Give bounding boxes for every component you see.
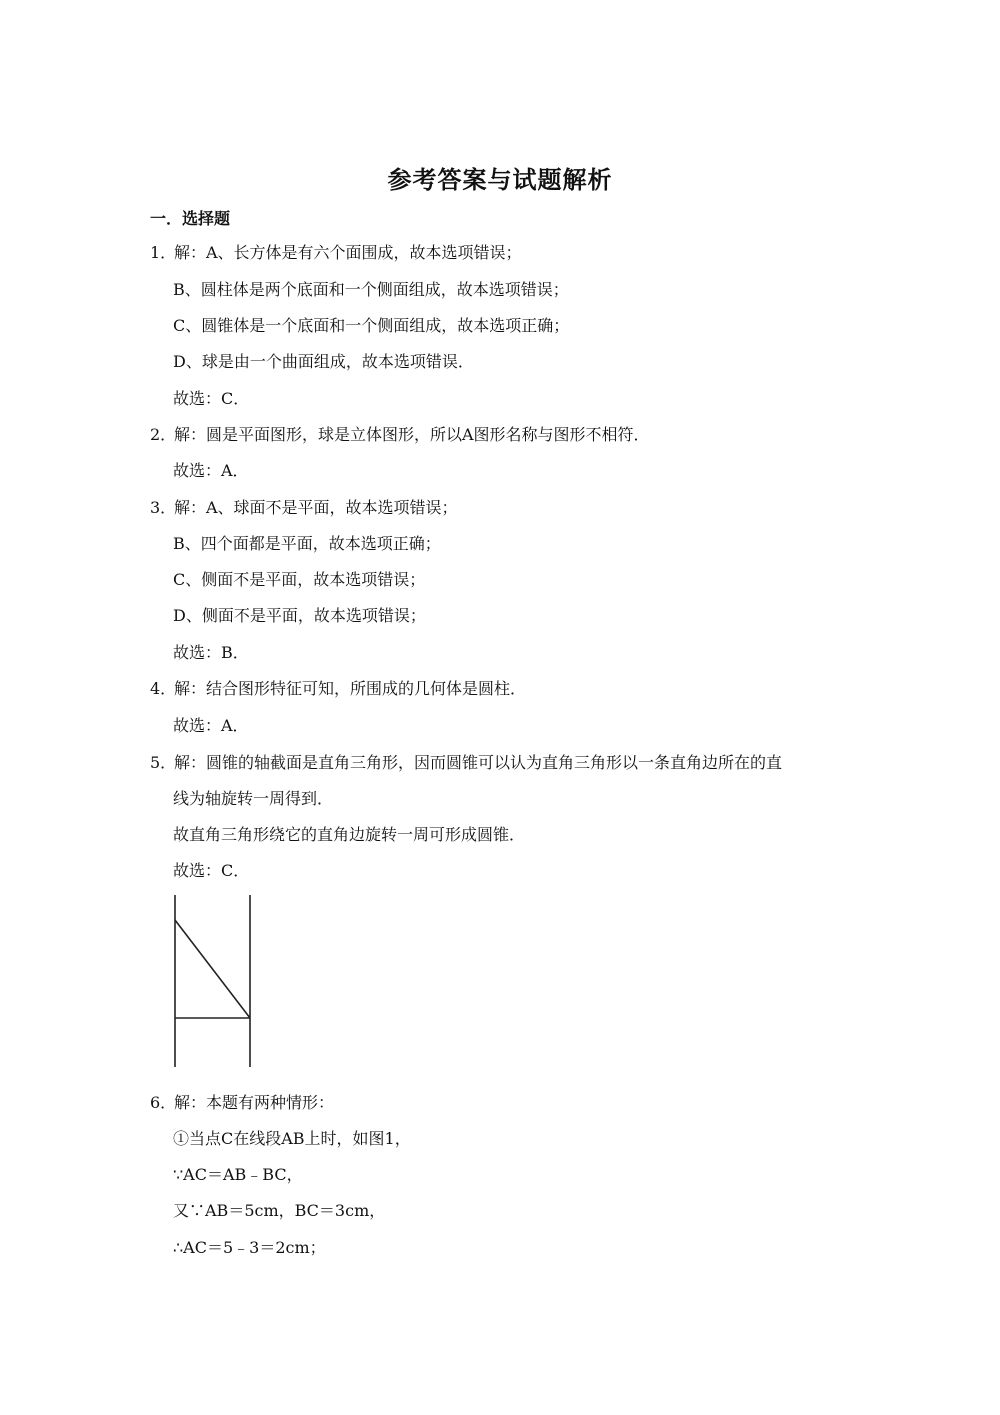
- answer-text: 解：本题有两种情形：: [174, 1093, 335, 1112]
- answer-line: D、侧面不是平面，故本选项错误；: [173, 606, 426, 625]
- answer-line: 故直角三角形绕它的直角边旋转一周可形成圆锥．: [173, 825, 526, 844]
- question-number: 3．: [150, 498, 177, 517]
- page-title: 参考答案与试题解析: [387, 165, 613, 194]
- answer-line: C、侧面不是平面，故本选项错误；: [173, 570, 426, 589]
- answer-text: 解：结合图形特征可知，所围成的几何体是圆柱．: [174, 679, 527, 698]
- answer-line: 故选：C．: [173, 389, 250, 408]
- triangle-hypotenuse: [175, 920, 250, 1018]
- question-number: 5．: [150, 753, 177, 772]
- answer-line: ∴AC＝5﹣3＝2cm；: [173, 1238, 326, 1257]
- answer-line: [150, 242, 522, 264]
- question-number: 4．: [150, 679, 177, 698]
- question-number: 2．: [150, 425, 177, 444]
- section-heading: 一．选择题: [150, 209, 231, 228]
- answer-line: ∵AC＝AB﹣BC，: [173, 1165, 303, 1184]
- answer-line: 又∵AB＝5cm，BC＝3cm，: [173, 1201, 386, 1220]
- answer-line: D、球是由一个曲面组成，故本选项错误．: [173, 352, 474, 371]
- answer-line: [150, 752, 782, 774]
- answer-line: 故选：C．: [173, 861, 250, 880]
- answer-text: 解：A、长方体是有六个面围成，故本选项错误；: [174, 243, 522, 262]
- answer-text: 解：A、球面不是平面，故本选项错误；: [174, 498, 458, 517]
- answer-line: C、圆锥体是一个底面和一个侧面组成，故本选项正确；: [173, 316, 570, 335]
- answer-line: 故选：A．: [173, 461, 249, 480]
- answer-text: 解：圆是平面图形，球是立体图形，所以A图形名称与图形不相符．: [174, 425, 650, 444]
- answer-line: [150, 424, 650, 446]
- answer-line: ①当点C在线段AB上时，如图1，: [173, 1129, 411, 1148]
- answer-line: B、圆柱体是两个底面和一个侧面组成，故本选项错误；: [173, 280, 569, 299]
- question-number: 6．: [150, 1093, 177, 1112]
- answer-line: 故选：A．: [173, 716, 249, 735]
- answer-line: [150, 497, 458, 519]
- answer-line: [150, 678, 526, 700]
- answer-line: B、四个面都是平面，故本选项正确；: [173, 534, 441, 553]
- question-number: 1．: [150, 243, 177, 262]
- answer-line: 线为轴旋转一周得到．: [173, 789, 334, 808]
- answer-line: [150, 1092, 334, 1114]
- triangle-figure: [172, 895, 254, 1070]
- answer-text: 解：圆锥的轴截面是直角三角形，因而圆锥可以认为直角三角形以一条直角边所在的直: [174, 753, 783, 772]
- answer-line: 故选：B．: [173, 643, 249, 662]
